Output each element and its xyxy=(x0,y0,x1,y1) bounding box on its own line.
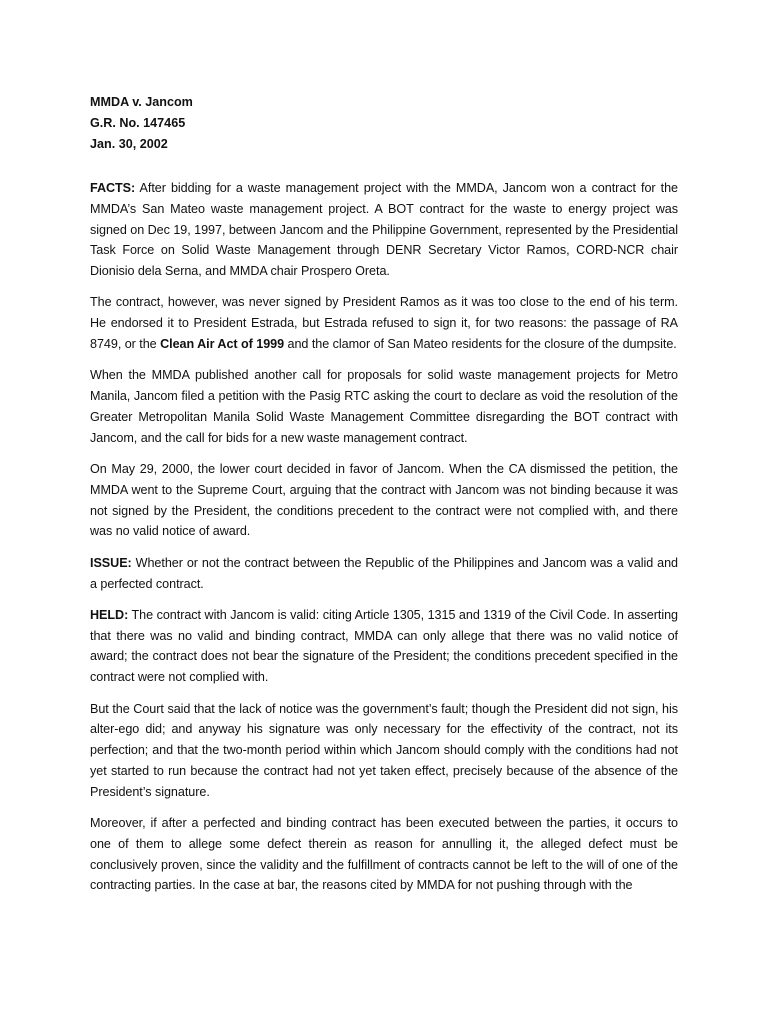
gr-number: G.R. No. 147465 xyxy=(90,116,186,130)
facts-text-1: After bidding for a waste management project with the MMDA, Jancom won a contract for the MMDA’s San Mateo waste management project. A BOT contract for the waste to energy project was signed on Dec 19, 1997, between Jancom and the Philippine Government, represented by the Presidential Task Force on Solid Waste Management through DENR Secretary Victor Ramos, CORD-NCR chair Dionisio dela Serna, and MMDA chair Prospero Oreta. xyxy=(90,181,678,279)
held-paragraph-1 xyxy=(90,605,678,688)
issue-label: ISSUE: xyxy=(90,555,132,570)
held-paragraph-2: But the Court said that the lack of notice was the government’s fault; though the President did not sign, his alter-ego did; and anyway his signature was only necessary for the effectivity of the contract, not its perfection; and that the two-month period within which Jancom should comply with the conditions had not yet started to run because the contract had not yet taken effect, precisely because of the absence of the President’s signature. xyxy=(90,701,678,799)
facts-paragraph-2 xyxy=(90,292,678,354)
issue-text: Whether or not the contract between the Republic of the Philippines and Jancom was a valid and a perfected contract. xyxy=(90,555,678,591)
facts-paragraph-1 xyxy=(90,178,678,282)
held-paragraph-3: Moreover, if after a perfected and binding contract has been executed between the parties, it occurs to one of them to allege some defect therein as reason for annulling it, the alleged defect must be conclusively proven, since the validity and the fulfillment of contracts cannot be left to the will of one of the contracting parties. In the case at bar, the reasons cited by MMDA for not pushing through with the xyxy=(90,816,678,893)
issue-paragraph xyxy=(90,553,678,595)
held-label: HELD: xyxy=(90,607,129,622)
clean-air-act-reference: Clean Air Act of 1999 xyxy=(160,337,285,352)
held-text-1: The contract with Jancom is valid: citing Article 1305, 1315 and 1319 of the Civil Code. In asserting that there was no valid and binding contract, MMDA can only allege that there was no valid notice of award; the contract does not bear the signature of the President; the conditions precedent specified in the contract were not complied with. xyxy=(90,607,678,685)
facts-paragraph-3: When the MMDA published another call for proposals for solid waste management projects for Metro Manila, Jancom filed a petition with the Pasig RTC asking the court to declare as void the resolution of the Greater Metropolitan Manila Solid Waste Management Committee disregarding the BOT contract with Jancom, and the call for bids for a new waste management contract. xyxy=(90,368,678,445)
decision-date: Jan. 30, 2002 xyxy=(90,137,168,151)
facts-paragraph-4: On May 29, 2000, the lower court decided in favor of Jancom. When the CA dismissed the petition, the MMDA went to the Supreme Court, arguing that the contract with Jancom was not binding because it was not signed by the President, the conditions precedent to the contract were not complied with, and there was no valid notice of award. xyxy=(90,462,678,539)
facts-text-2b: and the clamor of San Mateo residents for the closure of the dumpsite. xyxy=(284,337,677,352)
facts-text-2a: The contract, however, was never signed by President Ramos as it was too close to the end of his term. He endorsed it to President Estrada, but Estrada refused to sign it, for two reasons: the passage of RA 8749, or the xyxy=(90,295,678,352)
document-body xyxy=(90,92,678,907)
facts-label: FACTS: xyxy=(90,181,136,195)
case-title: MMDA v. Jancom xyxy=(90,95,193,109)
case-header xyxy=(90,92,678,155)
